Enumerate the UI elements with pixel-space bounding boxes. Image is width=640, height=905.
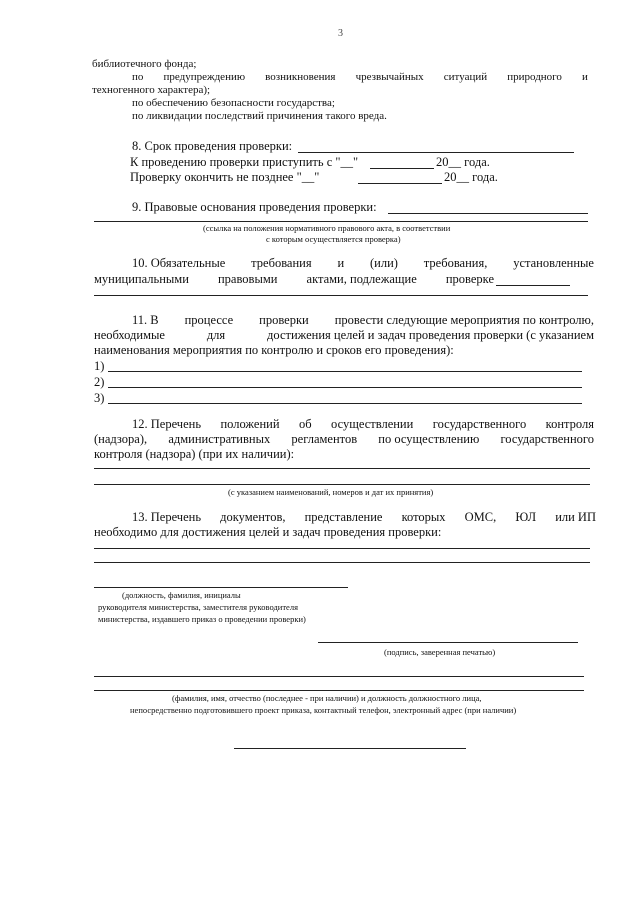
word: достижения целей и задач проведения проверки (с указанием xyxy=(267,328,594,342)
activities-line-3: наименования мероприятия по контролю и сроков его проведения): xyxy=(94,343,454,357)
documents-field-1[interactable] xyxy=(94,548,590,549)
regulations-line-2 xyxy=(94,432,594,447)
inspection-end-month-field[interactable] xyxy=(358,183,442,184)
word: проверке xyxy=(445,272,494,286)
activity-field-3[interactable] xyxy=(108,403,582,404)
word: 12. Перечень xyxy=(132,417,202,431)
word: чрезвычайных xyxy=(355,71,424,83)
bottom-field[interactable] xyxy=(234,748,466,749)
inspection-start-year: 20__ года. xyxy=(436,155,490,169)
inspection-end-label: Проверку окончить не позднее "__" xyxy=(130,170,320,184)
legal-basis-caption-2: с которым осуществляется проверка) xyxy=(266,234,401,244)
word: документов, xyxy=(220,510,286,524)
requirements-line-2 xyxy=(94,272,494,287)
regulations-line-1 xyxy=(132,417,594,432)
inspection-period-field[interactable] xyxy=(298,152,574,153)
word: природного xyxy=(507,71,562,83)
legal-basis-field[interactable] xyxy=(388,213,588,214)
inspection-period-label: 8. Срок проведения проверки: xyxy=(132,139,293,153)
signature-caption: (подпись, заверенная печатью) xyxy=(384,647,496,657)
word: или ИП xyxy=(555,510,596,524)
word: (надзора), xyxy=(94,432,148,446)
requirements-line-1 xyxy=(132,256,594,271)
word: государственного xyxy=(500,432,594,446)
word: об xyxy=(298,417,312,431)
inspection-start-month-field[interactable] xyxy=(370,168,434,169)
word: требования, xyxy=(423,256,488,270)
activity-number-2: 2) xyxy=(94,375,105,389)
word: требования xyxy=(251,256,312,270)
legal-basis-label: 9. Правовые основания проведения проверки: xyxy=(132,200,377,214)
word: процессе xyxy=(184,313,234,327)
documents-line-1 xyxy=(132,510,596,525)
page-number: 3 xyxy=(338,28,343,39)
word: предупреждению xyxy=(163,71,246,83)
word: актами, подлежащие xyxy=(306,272,417,286)
regulations-caption: (с указанием наименований, номеров и дат их принятия) xyxy=(228,487,434,497)
prevention-line-4: по обеспечению безопасности государства; xyxy=(132,97,335,109)
preparer-caption-1: (фамилия, имя, отчество (последнее - при наличии) и должность должностного лица, xyxy=(172,693,482,703)
word: ситуаций xyxy=(443,71,488,83)
documents-field-2[interactable] xyxy=(94,562,590,563)
word: провести следующие мероприятия по контролю, xyxy=(334,313,594,327)
word: и xyxy=(582,71,588,83)
preparer-caption-2: непосредственно подготовившего проект приказа, контактный телефон, электронный адрес (при наличии) xyxy=(130,705,517,715)
word: которых xyxy=(401,510,446,524)
official-caption-1: (должность, фамилия, инициалы xyxy=(122,590,241,600)
word: 13. Перечень xyxy=(132,510,202,524)
word: муниципальными xyxy=(94,272,189,286)
word: 11. В xyxy=(132,313,159,327)
documents-line-2: необходимо для достижения целей и задач проведения проверки: xyxy=(94,525,442,539)
word: ЮЛ xyxy=(515,510,537,524)
requirements-field[interactable] xyxy=(496,285,570,286)
word: положений xyxy=(220,417,280,431)
requirements-field-2[interactable] xyxy=(94,295,588,296)
activity-field-1[interactable] xyxy=(108,371,582,372)
word: контроля xyxy=(545,417,594,431)
word: представление xyxy=(304,510,383,524)
activities-line-2 xyxy=(94,328,594,343)
preparer-field-2[interactable] xyxy=(94,690,584,691)
activity-field-2[interactable] xyxy=(108,387,582,388)
legal-basis-caption-1: (ссылка на положения нормативного правового акта, в соответствии xyxy=(203,223,451,233)
preparer-field-1[interactable] xyxy=(94,676,584,677)
word: необходимые xyxy=(94,328,165,342)
activities-line-1 xyxy=(132,313,594,328)
word: правовыми xyxy=(217,272,278,286)
word: (или) xyxy=(370,256,398,270)
word: регламентов xyxy=(291,432,358,446)
word: государственного xyxy=(432,417,527,431)
regulations-field-1[interactable] xyxy=(94,468,590,469)
word: ОМС, xyxy=(464,510,497,524)
word: для xyxy=(206,328,226,342)
regulations-field-2[interactable] xyxy=(94,484,590,485)
word: по xyxy=(132,71,144,83)
prevention-line-2 xyxy=(132,71,588,84)
signature-field[interactable] xyxy=(318,642,578,643)
word: проверки xyxy=(259,313,309,327)
official-position-field[interactable] xyxy=(94,587,348,588)
official-caption-2: руководителя министерства, заместителя руководителя xyxy=(98,602,298,612)
word: возникновения xyxy=(265,71,336,83)
official-caption-3: министерства, издавшего приказ о проведении проверки) xyxy=(98,614,306,624)
word: осуществлении xyxy=(331,417,414,431)
inspection-end-year: 20__ года. xyxy=(444,170,498,184)
legal-basis-field-2[interactable] xyxy=(94,221,588,222)
activity-number-1: 1) xyxy=(94,359,105,373)
regulations-line-3: контроля (надзора) (при их наличии): xyxy=(94,447,295,461)
word: административных xyxy=(168,432,271,446)
prevention-line-5: по ликвидации последствий причинения такого вреда. xyxy=(132,110,387,122)
word: 10. Обязательные xyxy=(132,256,226,270)
prevention-line-3: техногенного характера); xyxy=(92,84,211,96)
word: и xyxy=(337,256,345,270)
word: установленные xyxy=(513,256,594,270)
prevention-line-1: библиотечного фонда; xyxy=(92,58,197,70)
inspection-start-label: К проведению проверки приступить с "__" xyxy=(130,155,359,169)
word: по осуществлению xyxy=(378,432,480,446)
activity-number-3: 3) xyxy=(94,391,105,405)
